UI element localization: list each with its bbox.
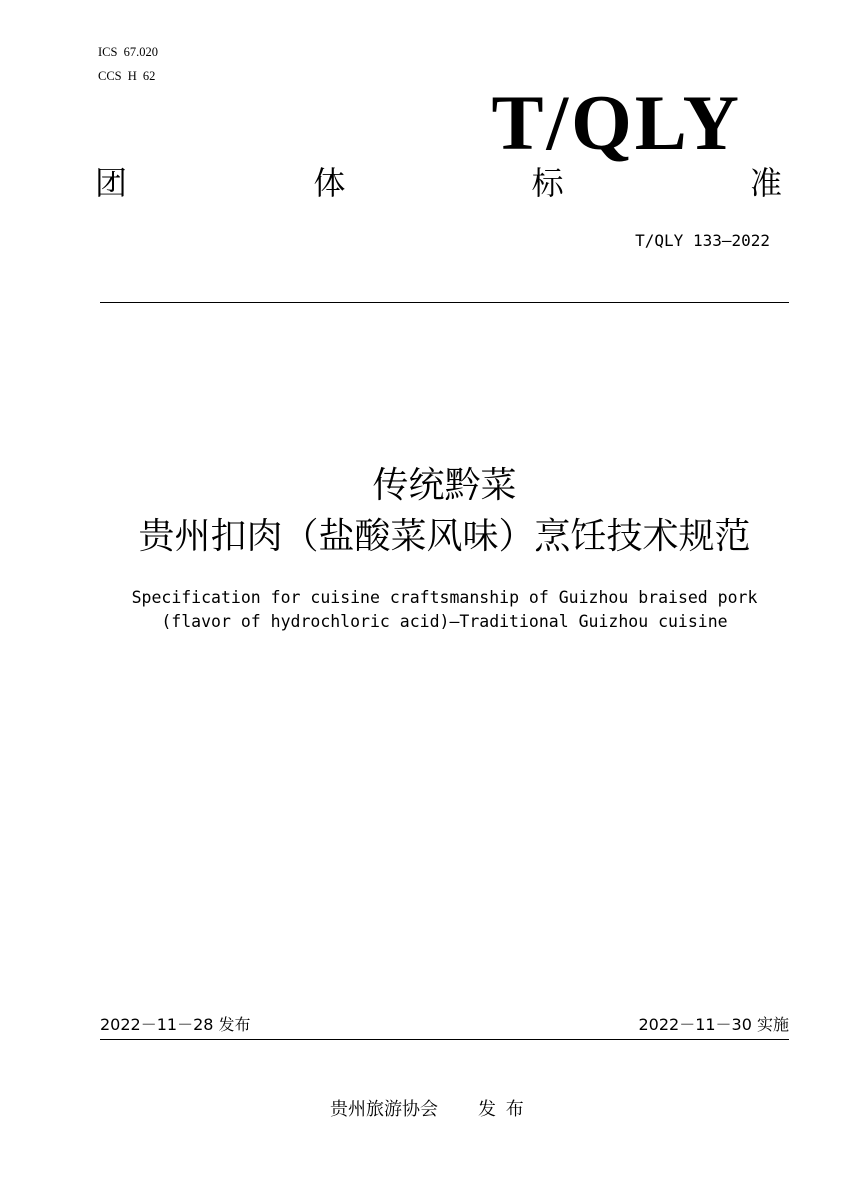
ccs-code: CCS H 62 xyxy=(98,69,156,83)
implementation-date: 2022－11－30 实施 xyxy=(638,1015,789,1034)
standard-type-char: 准 xyxy=(749,164,782,202)
issuer-line xyxy=(330,1098,526,1122)
english-title-line-2: (flavor of hydrochloric acid)—Traditional Guizhou cuisine xyxy=(161,612,728,631)
issue-date: 2022－11－28 发布 xyxy=(100,1015,251,1034)
title-line-2: 贵州扣肉（盐酸菜风味）烹饪技术规范 xyxy=(138,516,751,557)
standard-logo: T/QLY xyxy=(491,79,742,166)
header-divider xyxy=(100,302,789,303)
standard-type-char: 标 xyxy=(531,164,564,202)
footer-divider xyxy=(100,1039,789,1040)
standard-type-heading xyxy=(95,164,782,202)
issuer-action: 发 布 xyxy=(478,1099,526,1120)
standard-type-char: 体 xyxy=(313,164,346,202)
standard-type-char: 团 xyxy=(95,164,128,202)
standard-number: T/QLY 133—2022 xyxy=(635,231,770,250)
title-line-1: 传统黔菜 xyxy=(372,465,517,506)
classification-codes xyxy=(98,40,158,88)
ics-code: ICS 67.020 xyxy=(98,45,158,59)
english-title-line-1: Specification for cuisine craftsmanship of Guizhou braised pork xyxy=(131,588,758,607)
issuer-name: 贵州旅游协会 xyxy=(330,1099,438,1120)
